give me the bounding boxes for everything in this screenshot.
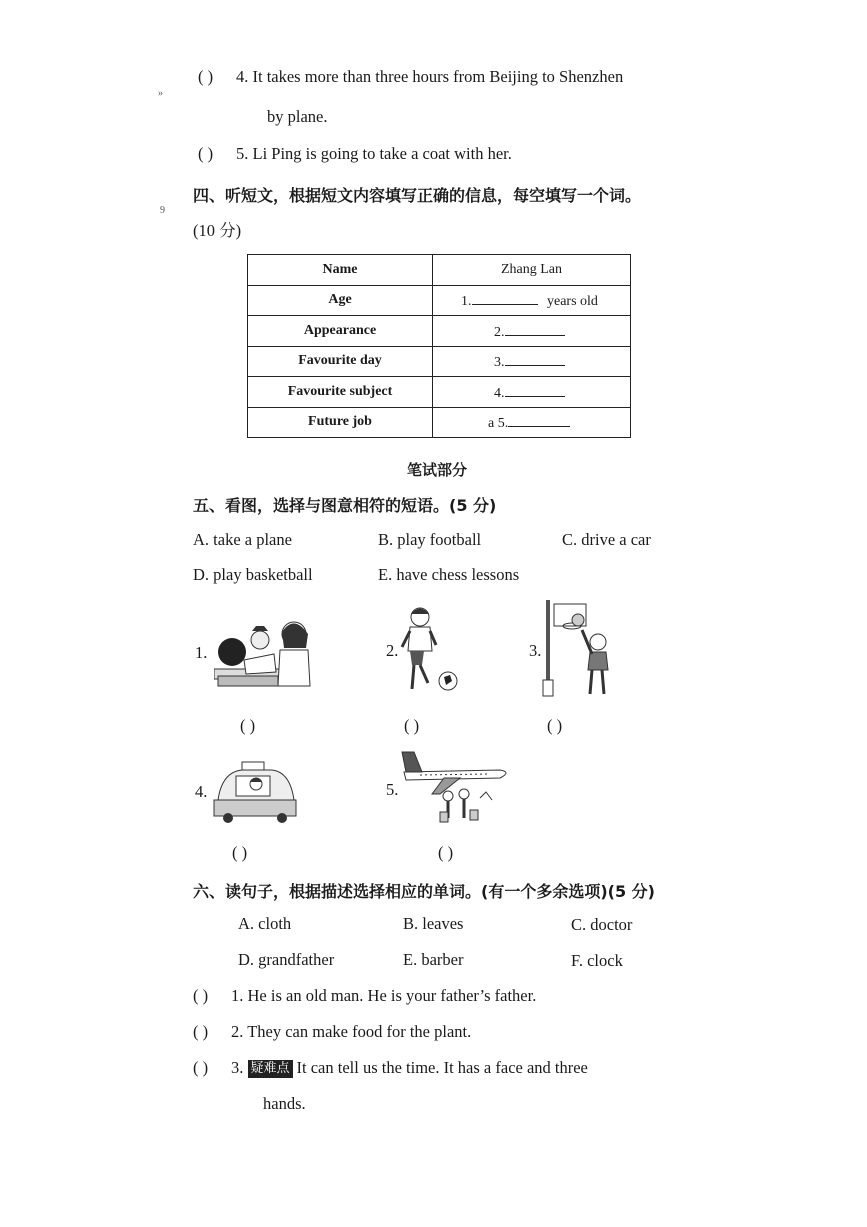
question-item [198,67,623,87]
table-label: Name [248,255,433,286]
option-item: F. clock [571,951,623,970]
answer-paren[interactable]: ( ) [232,843,248,862]
margin-mark: 9 [160,205,165,216]
answer-blank[interactable] [472,290,538,305]
table-row [248,346,631,377]
question-text: It takes more than three hours from Beijing to Shenzhen [252,67,624,86]
answer-paren[interactable]: ( ) [198,67,214,86]
answer-paren[interactable]: ( ) [438,843,454,862]
question-item [193,986,536,1006]
table-label: Future job [248,407,433,438]
taxi-driver-picture [212,760,298,824]
answer-blank[interactable] [508,412,570,427]
option-item: A. cloth [238,914,292,933]
answer-paren[interactable]: ( ) [404,716,420,735]
option-item: A. take a plane [193,530,292,549]
question-number: 3. [231,1058,244,1077]
table-value: 4. [433,377,631,408]
question-item [193,1022,471,1042]
answer-blank[interactable] [505,351,565,366]
table-row [248,285,631,316]
picture-number: 3. [529,641,542,660]
option-item: E. barber [403,950,464,969]
chess-lesson-picture [214,614,314,688]
question-text: It can tell us the time. It has a face and three [296,1058,588,1077]
option-item: C. drive a car [562,530,651,549]
info-table [247,254,631,438]
section-title: 四、听短文，根据短文内容填写正确的信息，每空填写一个词。 [193,186,642,205]
picture-number: 2. [386,641,399,660]
table-label: Favourite day [248,346,433,377]
question-continuation: by plane. [267,107,328,126]
option-item: E. have chess lessons [378,565,520,584]
section-title: 六、读句子，根据描述选择相应的单词。(有一个多余选项)(5 分) [193,882,655,901]
question-continuation: hands. [263,1094,306,1113]
table-label: Favourite subject [248,377,433,408]
difficulty-badge: 疑难点 [248,1060,293,1078]
section-title: 五、看图，选择与图意相符的短语。(5 分) [193,496,497,515]
table-row [248,407,631,438]
answer-paren[interactable]: ( ) [240,716,256,735]
answer-blank[interactable] [505,382,565,397]
question-number: 2. [231,1022,244,1041]
picture-number: 1. [195,643,208,662]
table-row [248,377,631,408]
question-number: 1. [231,986,244,1005]
table-row [248,316,631,347]
question-number: 5. [236,144,249,163]
table-value: 2. [433,316,631,347]
basketball-player-picture [542,600,616,700]
table-value: a 5. [433,407,631,438]
option-item: B. play football [378,530,482,549]
table-value: 3. [433,346,631,377]
table-value: Zhang Lan [433,255,631,286]
picture-number: 5. [386,780,399,799]
option-item: D. play basketball [193,565,313,584]
table-label: Age [248,285,433,316]
question-number: 4. [236,67,249,86]
section-score: (10 分) [193,221,242,240]
answer-paren[interactable]: ( ) [198,144,214,163]
question-text: Li Ping is going to take a coat with her. [252,144,512,163]
answer-paren[interactable]: ( ) [193,1058,209,1077]
answer-blank[interactable] [505,321,565,336]
table-label: Appearance [248,316,433,347]
option-item: B. leaves [403,914,464,933]
question-text: He is an old man. He is your father’s father. [247,986,537,1005]
part-heading: 笔试部分 [407,461,468,479]
answer-paren[interactable]: ( ) [547,716,563,735]
option-item: D. grandfather [238,950,335,969]
option-item: C. doctor [571,915,633,934]
football-player-picture [400,605,462,695]
picture-number: 4. [195,782,208,801]
table-row [248,255,631,286]
airplane-travel-picture [400,748,512,828]
question-item [198,144,512,164]
question-item [193,1058,588,1078]
margin-mark: » [158,88,163,99]
answer-paren[interactable]: ( ) [193,1022,209,1041]
answer-paren[interactable]: ( ) [193,986,209,1005]
table-value: 1. years old [433,285,631,316]
question-text: They can make food for the plant. [247,1022,472,1041]
